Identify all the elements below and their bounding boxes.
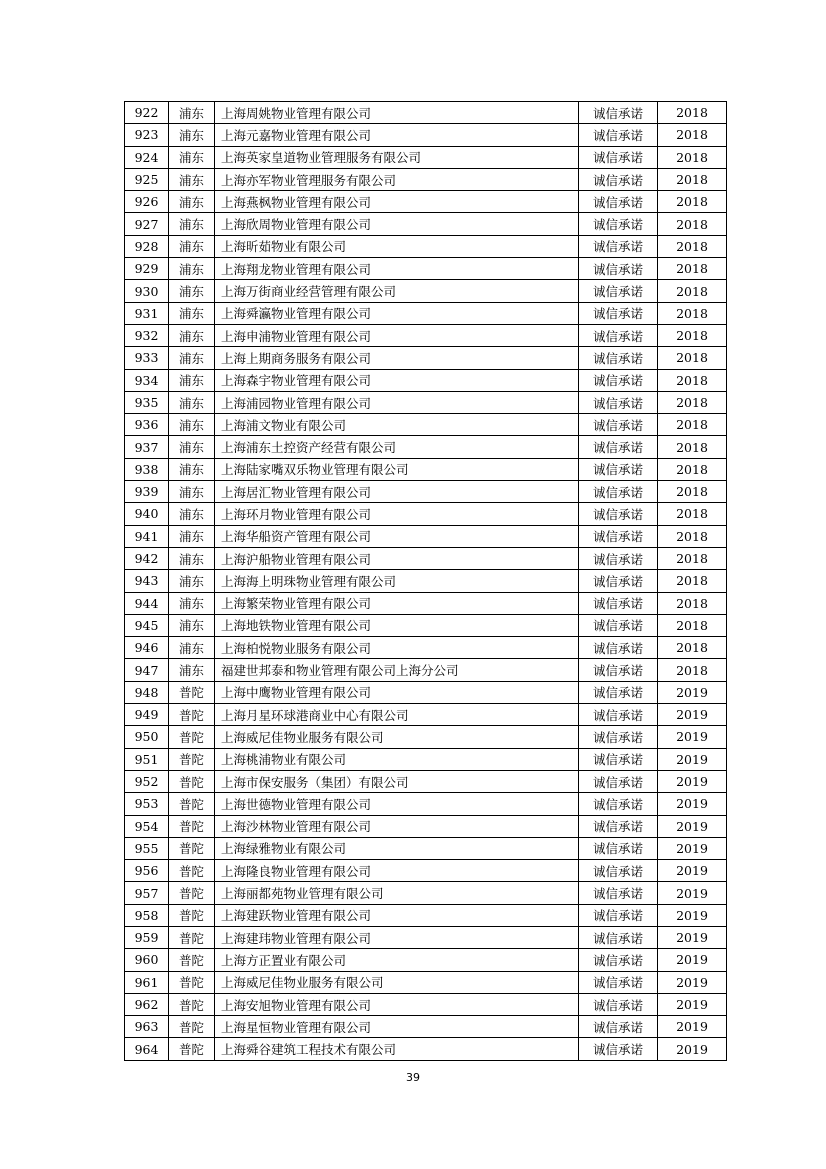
record-type-cell: 诚信承诺 [579,258,658,280]
row-number-cell: 949 [125,704,169,726]
row-number-cell: 939 [125,481,169,503]
page-number: 39 [406,1071,420,1084]
record-type-cell: 诚信承诺 [579,280,658,302]
district-cell: 普陀 [169,770,215,792]
table-row [125,726,727,748]
table-row [125,860,727,882]
table-row [125,191,727,213]
table-row [125,146,727,168]
row-number-cell: 942 [125,547,169,569]
row-number-cell: 959 [125,926,169,948]
row-number-cell: 951 [125,748,169,770]
company-name-cell: 上海浦园物业管理有限公司 [215,391,579,413]
row-number-cell: 944 [125,592,169,614]
year-cell: 2019 [658,837,727,859]
row-number-cell: 952 [125,770,169,792]
company-name-cell: 上海建跃物业管理有限公司 [215,904,579,926]
table-row [125,971,727,993]
record-type-cell: 诚信承诺 [579,659,658,681]
year-cell: 2019 [658,748,727,770]
year-cell: 2018 [658,213,727,235]
district-cell: 普陀 [169,837,215,859]
table-row [125,102,727,124]
table-row [125,124,727,146]
table-row [125,614,727,636]
row-number-cell: 947 [125,659,169,681]
row-number-cell: 923 [125,124,169,146]
company-name-cell: 上海沙林物业管理有限公司 [215,815,579,837]
year-cell: 2018 [658,324,727,346]
record-type-cell: 诚信承诺 [579,726,658,748]
table-row [125,1038,727,1060]
row-number-cell: 960 [125,949,169,971]
table-row [125,369,727,391]
row-number-cell: 933 [125,347,169,369]
record-type-cell: 诚信承诺 [579,748,658,770]
district-cell: 普陀 [169,926,215,948]
row-number-cell: 926 [125,191,169,213]
row-number-cell: 937 [125,436,169,458]
company-name-cell: 上海元嘉物业管理有限公司 [215,124,579,146]
record-type-cell: 诚信承诺 [579,302,658,324]
record-type-cell: 诚信承诺 [579,324,658,346]
year-cell: 2019 [658,993,727,1015]
record-type-cell: 诚信承诺 [579,681,658,703]
record-type-cell: 诚信承诺 [579,347,658,369]
table-row [125,793,727,815]
record-type-cell: 诚信承诺 [579,124,658,146]
record-type-cell: 诚信承诺 [579,391,658,413]
table-row [125,837,727,859]
company-name-cell: 上海燕枫物业管理有限公司 [215,191,579,213]
district-cell: 普陀 [169,815,215,837]
company-name-cell: 上海昕茹物业有限公司 [215,235,579,257]
district-cell: 浦东 [169,481,215,503]
record-type-cell: 诚信承诺 [579,146,658,168]
company-name-cell: 上海月星环球港商业中心有限公司 [215,704,579,726]
year-cell: 2019 [658,904,727,926]
record-type-cell: 诚信承诺 [579,191,658,213]
row-number-cell: 950 [125,726,169,748]
district-cell: 浦东 [169,347,215,369]
year-cell: 2018 [658,258,727,280]
table-row [125,926,727,948]
company-name-cell: 上海舜谷建筑工程技术有限公司 [215,1038,579,1060]
year-cell: 2018 [658,302,727,324]
district-cell: 普陀 [169,681,215,703]
company-name-cell: 上海隆良物业管理有限公司 [215,860,579,882]
district-cell: 浦东 [169,503,215,525]
row-number-cell: 922 [125,102,169,124]
company-name-cell: 上海建玮物业管理有限公司 [215,926,579,948]
row-number-cell: 958 [125,904,169,926]
district-cell: 普陀 [169,882,215,904]
table-row [125,436,727,458]
district-cell: 普陀 [169,748,215,770]
company-list-body [125,102,727,1061]
table-row [125,280,727,302]
district-cell: 浦东 [169,659,215,681]
year-cell: 2019 [658,926,727,948]
row-number-cell: 957 [125,882,169,904]
year-cell: 2018 [658,458,727,480]
table-row [125,904,727,926]
company-name-cell: 上海丽都苑物业管理有限公司 [215,882,579,904]
company-name-cell: 上海中鹰物业管理有限公司 [215,681,579,703]
company-list-table [124,101,727,1061]
record-type-cell: 诚信承诺 [579,704,658,726]
district-cell: 浦东 [169,258,215,280]
record-type-cell: 诚信承诺 [579,860,658,882]
company-name-cell: 上海舜瀛物业管理有限公司 [215,302,579,324]
table-row [125,258,727,280]
year-cell: 2018 [658,592,727,614]
table-row [125,391,727,413]
record-type-cell: 诚信承诺 [579,168,658,190]
row-number-cell: 945 [125,614,169,636]
district-cell: 浦东 [169,391,215,413]
district-cell: 浦东 [169,637,215,659]
record-type-cell: 诚信承诺 [579,481,658,503]
table-row [125,324,727,346]
district-cell: 普陀 [169,904,215,926]
year-cell: 2018 [658,436,727,458]
company-name-cell: 上海森宇物业管理有限公司 [215,369,579,391]
table-row [125,168,727,190]
year-cell: 2019 [658,971,727,993]
row-number-cell: 956 [125,860,169,882]
year-cell: 2019 [658,882,727,904]
company-name-cell: 上海环月物业管理有限公司 [215,503,579,525]
year-cell: 2019 [658,860,727,882]
record-type-cell: 诚信承诺 [579,369,658,391]
company-name-cell: 福建世邦泰和物业管理有限公司上海分公司 [215,659,579,681]
record-type-cell: 诚信承诺 [579,793,658,815]
record-type-cell: 诚信承诺 [579,637,658,659]
record-type-cell: 诚信承诺 [579,570,658,592]
table-row [125,458,727,480]
year-cell: 2019 [658,1038,727,1060]
row-number-cell: 927 [125,213,169,235]
table-row [125,1016,727,1038]
row-number-cell: 955 [125,837,169,859]
record-type-cell: 诚信承诺 [579,614,658,636]
table-row [125,592,727,614]
district-cell: 浦东 [169,324,215,346]
company-name-cell: 上海市保安服务（集团）有限公司 [215,770,579,792]
row-number-cell: 934 [125,369,169,391]
table-row [125,414,727,436]
company-name-cell: 上海华船资产管理有限公司 [215,525,579,547]
district-cell: 普陀 [169,860,215,882]
district-cell: 普陀 [169,1038,215,1060]
year-cell: 2018 [658,168,727,190]
company-name-cell: 上海安旭物业管理有限公司 [215,993,579,1015]
district-cell: 普陀 [169,1016,215,1038]
table-row [125,503,727,525]
district-cell: 浦东 [169,191,215,213]
company-name-cell: 上海亦军物业管理服务有限公司 [215,168,579,190]
year-cell: 2018 [658,614,727,636]
company-name-cell: 上海上期商务服务有限公司 [215,347,579,369]
district-cell: 浦东 [169,458,215,480]
record-type-cell: 诚信承诺 [579,547,658,569]
record-type-cell: 诚信承诺 [579,837,658,859]
district-cell: 浦东 [169,213,215,235]
company-name-cell: 上海星恒物业管理有限公司 [215,1016,579,1038]
table-row [125,748,727,770]
district-cell: 浦东 [169,302,215,324]
company-name-cell: 上海浦文物业有限公司 [215,414,579,436]
company-name-cell: 上海繁荣物业管理有限公司 [215,592,579,614]
row-number-cell: 929 [125,258,169,280]
table-row [125,235,727,257]
row-number-cell: 932 [125,324,169,346]
district-cell: 浦东 [169,570,215,592]
district-cell: 普陀 [169,993,215,1015]
year-cell: 2019 [658,726,727,748]
company-name-cell: 上海浦东土控资产经营有限公司 [215,436,579,458]
company-name-cell: 上海威尼佳物业服务有限公司 [215,726,579,748]
record-type-cell: 诚信承诺 [579,993,658,1015]
table-row [125,882,727,904]
table-row [125,681,727,703]
table-row [125,547,727,569]
row-number-cell: 961 [125,971,169,993]
year-cell: 2018 [658,547,727,569]
table-row [125,302,727,324]
district-cell: 浦东 [169,414,215,436]
year-cell: 2018 [658,391,727,413]
district-cell: 普陀 [169,793,215,815]
row-number-cell: 943 [125,570,169,592]
year-cell: 2019 [658,1016,727,1038]
year-cell: 2018 [658,503,727,525]
company-name-cell: 上海申浦物业管理有限公司 [215,324,579,346]
year-cell: 2018 [658,280,727,302]
company-name-cell: 上海柏悦物业服务有限公司 [215,637,579,659]
table-row [125,570,727,592]
table-row [125,213,727,235]
record-type-cell: 诚信承诺 [579,458,658,480]
year-cell: 2018 [658,235,727,257]
company-name-cell: 上海沪船物业管理有限公司 [215,547,579,569]
year-cell: 2018 [658,525,727,547]
year-cell: 2019 [658,949,727,971]
table-row [125,659,727,681]
company-name-cell: 上海周姚物业管理有限公司 [215,102,579,124]
record-type-cell: 诚信承诺 [579,1038,658,1060]
year-cell: 2019 [658,793,727,815]
district-cell: 浦东 [169,436,215,458]
record-type-cell: 诚信承诺 [579,213,658,235]
row-number-cell: 935 [125,391,169,413]
record-type-cell: 诚信承诺 [579,770,658,792]
company-name-cell: 上海居汇物业管理有限公司 [215,481,579,503]
year-cell: 2019 [658,704,727,726]
table-row [125,770,727,792]
table-row [125,704,727,726]
company-name-cell: 上海世德物业管理有限公司 [215,793,579,815]
row-number-cell: 964 [125,1038,169,1060]
year-cell: 2018 [658,347,727,369]
record-type-cell: 诚信承诺 [579,235,658,257]
company-name-cell: 上海欣周物业管理有限公司 [215,213,579,235]
table-row [125,525,727,547]
company-name-cell: 上海万街商业经营管理有限公司 [215,280,579,302]
table-row [125,815,727,837]
year-cell: 2018 [658,191,727,213]
table-row [125,949,727,971]
district-cell: 浦东 [169,235,215,257]
year-cell: 2019 [658,770,727,792]
table-row [125,347,727,369]
record-type-cell: 诚信承诺 [579,414,658,436]
year-cell: 2018 [658,102,727,124]
company-name-cell: 上海海上明珠物业管理有限公司 [215,570,579,592]
record-type-cell: 诚信承诺 [579,102,658,124]
year-cell: 2018 [658,369,727,391]
year-cell: 2018 [658,570,727,592]
year-cell: 2018 [658,481,727,503]
row-number-cell: 938 [125,458,169,480]
row-number-cell: 928 [125,235,169,257]
record-type-cell: 诚信承诺 [579,949,658,971]
row-number-cell: 930 [125,280,169,302]
year-cell: 2019 [658,681,727,703]
district-cell: 浦东 [169,547,215,569]
year-cell: 2018 [658,124,727,146]
district-cell: 浦东 [169,614,215,636]
district-cell: 浦东 [169,102,215,124]
row-number-cell: 962 [125,993,169,1015]
year-cell: 2018 [658,146,727,168]
row-number-cell: 948 [125,681,169,703]
row-number-cell: 940 [125,503,169,525]
record-type-cell: 诚信承诺 [579,525,658,547]
table-row [125,993,727,1015]
record-type-cell: 诚信承诺 [579,882,658,904]
row-number-cell: 953 [125,793,169,815]
district-cell: 浦东 [169,124,215,146]
row-number-cell: 941 [125,525,169,547]
row-number-cell: 924 [125,146,169,168]
district-cell: 浦东 [169,592,215,614]
company-name-cell: 上海英家皇道物业管理服务有限公司 [215,146,579,168]
district-cell: 普陀 [169,726,215,748]
district-cell: 浦东 [169,369,215,391]
company-name-cell: 上海威尼佳物业服务有限公司 [215,971,579,993]
record-type-cell: 诚信承诺 [579,592,658,614]
row-number-cell: 954 [125,815,169,837]
row-number-cell: 931 [125,302,169,324]
company-name-cell: 上海绿雅物业有限公司 [215,837,579,859]
table-row [125,481,727,503]
district-cell: 普陀 [169,971,215,993]
row-number-cell: 946 [125,637,169,659]
record-type-cell: 诚信承诺 [579,436,658,458]
district-cell: 浦东 [169,146,215,168]
company-name-cell: 上海翔龙物业管理有限公司 [215,258,579,280]
year-cell: 2018 [658,414,727,436]
company-name-cell: 上海方正置业有限公司 [215,949,579,971]
district-cell: 普陀 [169,704,215,726]
company-name-cell: 上海陆家嘴双乐物业管理有限公司 [215,458,579,480]
year-cell: 2018 [658,659,727,681]
company-name-cell: 上海桃浦物业有限公司 [215,748,579,770]
record-type-cell: 诚信承诺 [579,815,658,837]
district-cell: 浦东 [169,168,215,190]
record-type-cell: 诚信承诺 [579,926,658,948]
record-type-cell: 诚信承诺 [579,971,658,993]
district-cell: 普陀 [169,949,215,971]
year-cell: 2019 [658,815,727,837]
record-type-cell: 诚信承诺 [579,904,658,926]
district-cell: 浦东 [169,525,215,547]
record-type-cell: 诚信承诺 [579,503,658,525]
company-name-cell: 上海地铁物业管理有限公司 [215,614,579,636]
row-number-cell: 963 [125,1016,169,1038]
row-number-cell: 936 [125,414,169,436]
row-number-cell: 925 [125,168,169,190]
table-row [125,637,727,659]
record-type-cell: 诚信承诺 [579,1016,658,1038]
district-cell: 浦东 [169,280,215,302]
year-cell: 2018 [658,637,727,659]
